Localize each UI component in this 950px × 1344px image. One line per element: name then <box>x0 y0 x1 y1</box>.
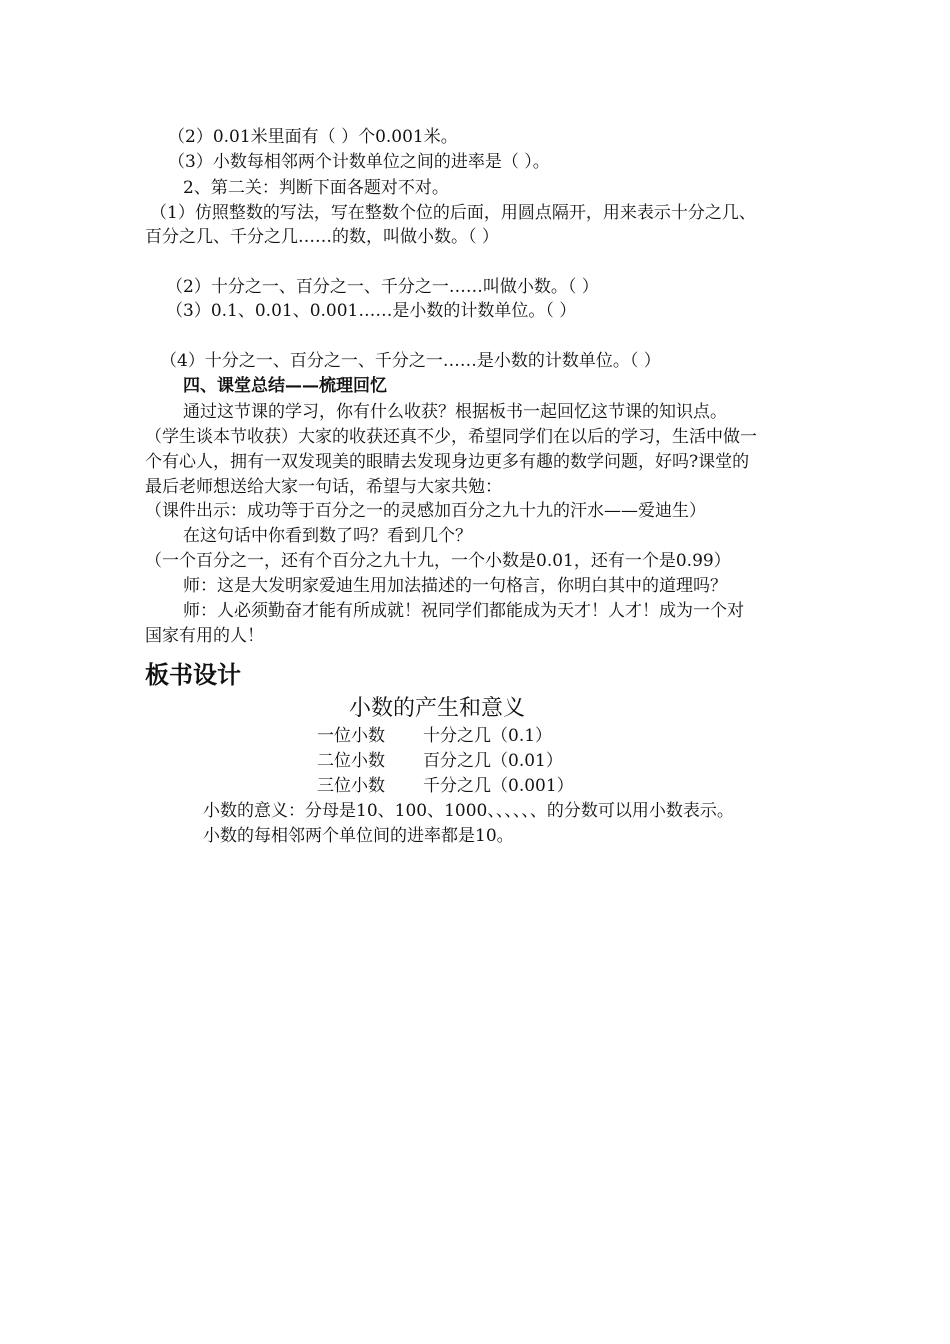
board-row-fraction: 千分之几（0.001） <box>423 776 574 796</box>
quiz-question-3: （3）小数每相邻两个计数单位之间的进率是（ ）。 <box>168 152 550 172</box>
board-decimal-rate: 小数的每相邻两个单位间的进率都是10。 <box>203 826 514 846</box>
judge-question-4: （4）十分之一、百分之一、千分之一……是小数的计数单位。（ ） <box>160 351 661 371</box>
summary-quote: （课件出示：成功等于百分之一的灵感加百分之九十九的汗水——爱迪生） <box>145 501 706 521</box>
board-row-digits: 二位小数 <box>317 751 385 771</box>
summary-paragraph-line2: （学生谈本节收获）大家的收获还真不少，希望同学们在以后的学习，生活中做一 <box>145 427 757 447</box>
judge-question-3: （3）0.1、0.01、0.001……是小数的计数单位。（ ） <box>166 301 577 321</box>
quiz-question-2: （2）0.01米里面有（ ）个0.001米。 <box>168 127 458 147</box>
board-row-digits: 一位小数 <box>317 726 385 746</box>
summary-paragraph-line1: 通过这节课的学习，你有什么收获？根据板书一起回忆这节课的知识点。 <box>183 402 727 422</box>
board-row-fraction: 百分之几（0.01） <box>423 751 563 771</box>
teacher-remark-2-line2: 国家有用的人！ <box>145 626 264 646</box>
level2-title: 2、第二关：判断下面各题对不对。 <box>183 178 449 198</box>
board-row-fraction: 十分之几（0.1） <box>423 726 553 746</box>
board-row-digits: 三位小数 <box>317 776 385 796</box>
summary-answer: （一个百分之一，还有个百分之九十九，一个小数是0.01，还有一个是0.99） <box>145 551 731 571</box>
teacher-remark-1: 师：这是大发明家爱迪生用加法描述的一句格言，你明白其中的道理吗？ <box>183 576 727 596</box>
summary-paragraph-line4: 最后老师想送给大家一句话，希望与大家共勉： <box>145 477 502 497</box>
board-design-heading: 板书设计 <box>145 661 241 689</box>
judge-question-1-line1: （1）仿照整数的写法，写在整数个位的后面，用圆点隔开，用来表示十分之几、 <box>150 203 756 223</box>
judge-question-1-line2: 百分之几、千分之几……的数，叫做小数。（ ） <box>145 227 499 247</box>
summary-paragraph-line3: 个有心人，拥有一双发现美的眼睛去发现身边更多有趣的数学问题，好吗?课堂的 <box>145 452 750 472</box>
summary-question: 在这句话中你看到数了吗？看到几个？ <box>183 526 472 546</box>
teacher-remark-2-line1: 师：人必须勤奋才能有所成就！祝同学们都能成为天才！人才！成为一个对 <box>183 601 744 621</box>
board-title: 小数的产生和意义 <box>349 696 526 721</box>
board-decimal-meaning: 小数的意义：分母是10、100、1000、、、、、、的分数可以用小数表示。 <box>203 801 734 821</box>
summary-heading: 四、课堂总结——梳理回忆 <box>183 376 387 396</box>
judge-question-2: （2）十分之一、百分之一、千分之一……叫做小数。（ ） <box>166 277 599 297</box>
